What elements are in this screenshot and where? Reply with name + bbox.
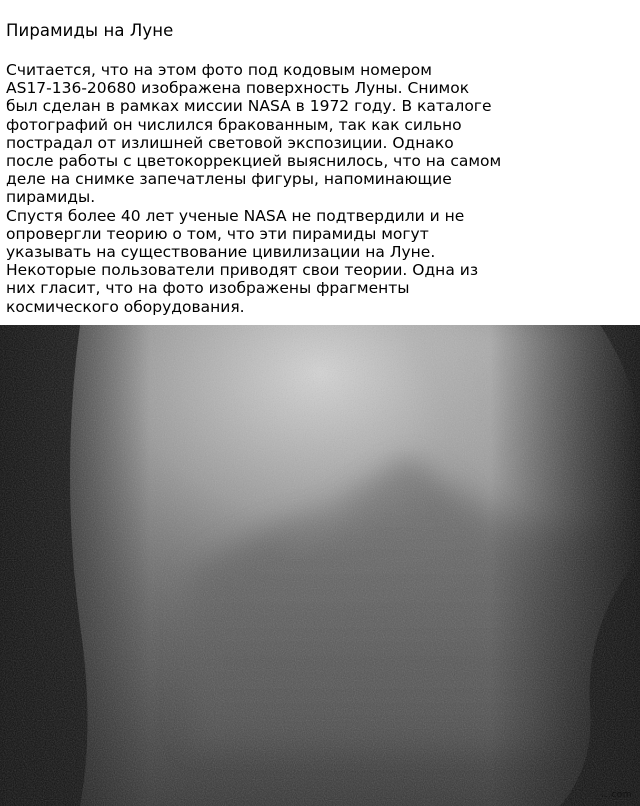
body-line: указывать на существование цивилизации на Луне.: [6, 243, 436, 262]
body-line: космического оборудования.: [6, 297, 245, 316]
moon-surface-image: [0, 325, 640, 806]
body-line: пострадал от излишней световой экспозиции. Однако: [6, 133, 454, 152]
body-line: Спустя более 40 лет ученые NASA не подтвердили и не: [6, 206, 465, 225]
body-line: Считается, что на этом фото под кодовым номером: [6, 61, 432, 79]
body-line: Некоторые пользователи приводят свои теории. Одна из: [6, 261, 479, 280]
body-line: опровергли теорию о том, что эти пирамиды могут: [6, 224, 429, 243]
body-line: пирамиды.: [6, 188, 96, 207]
body-line: после работы с цветокоррекцией выяснилось, что на самом: [6, 152, 502, 171]
body-line: них гласит, что на фото изображены фрагменты: [6, 279, 410, 298]
article-title: Пирамиды на Луне: [6, 21, 174, 40]
body-line: деле на снимке запечатлены фигуры, напоминающие: [6, 170, 452, 189]
article-body: [6, 61, 634, 316]
body-line: AS17-136-20680 изображена поверхность Луны. Снимок: [6, 79, 470, 98]
body-line: был сделан в рамках миссии NASA в 1972 году. В каталоге: [6, 97, 492, 116]
watermark: ...com: [601, 790, 632, 800]
moon-pyramid-photo: [0, 325, 640, 806]
body-line: фотографий он числился бракованным, так как сильно: [6, 115, 462, 134]
